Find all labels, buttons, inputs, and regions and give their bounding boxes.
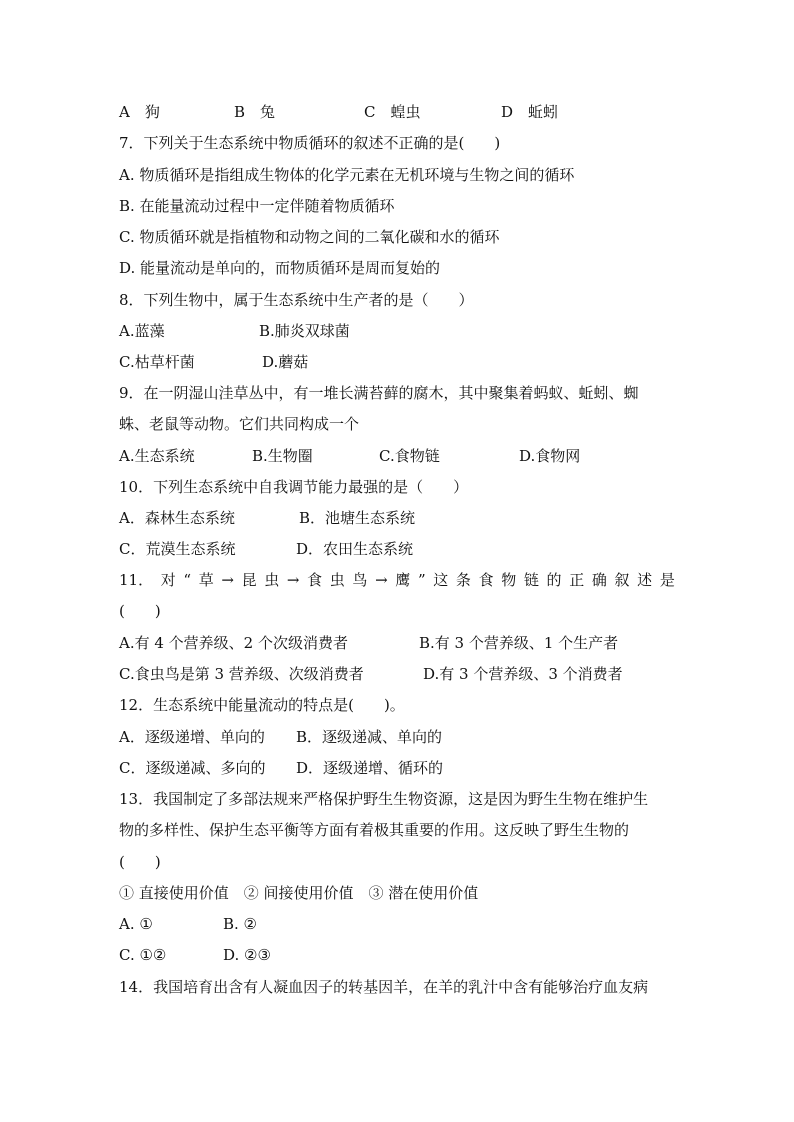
q11-stem-line2: ( ) xyxy=(119,602,161,620)
q8-stem: 8．下列生物中，属于生态系统中生产者的是（ ） xyxy=(119,291,474,309)
q11-stem-char: 正 xyxy=(569,571,585,589)
q11-stem-char: 11． xyxy=(119,571,154,589)
q9-option-c: C.食物链 xyxy=(379,447,440,465)
q11-stem-char: 物 xyxy=(501,571,517,589)
q11-option-d: D.有 3 个营养级、3 个消费者 xyxy=(423,665,623,683)
q13-stem-line3: ( ) xyxy=(119,853,161,871)
q10-option-d: D．农田生态系统 xyxy=(296,540,414,558)
q9-option-a: A.生态系统 xyxy=(119,447,195,465)
q11-stem-char: 是 xyxy=(659,571,675,589)
q13-stem-line1: 13．我国制定了多部法规来严格保护野生生物资源，这是因为野生生物在维护生 xyxy=(119,790,649,808)
q6-option-c: C 蝗虫 xyxy=(364,103,421,121)
q10-option-b: B．池塘生态系统 xyxy=(299,509,416,527)
q11-option-b: B.有 3 个营养级、1 个生产者 xyxy=(419,634,619,652)
q8-option-d: D.蘑菇 xyxy=(262,353,309,371)
q11-stem-char: 鹰 xyxy=(395,571,411,589)
q11-stem-line1 xyxy=(119,570,675,590)
q13-option-c: C. ①② xyxy=(119,946,167,964)
q11-stem-char: 虫 xyxy=(264,571,280,589)
q7-option-d: D. 能量流动是单向的，而物质循环是周而复始的 xyxy=(119,259,441,277)
q11-stem-char: 虫 xyxy=(329,571,345,589)
q11-stem-char: 条 xyxy=(455,571,471,589)
q13-option-a: A. ① xyxy=(119,915,153,933)
q11-stem-char: “ xyxy=(183,571,192,589)
q6-options xyxy=(119,102,675,122)
q10-options-row1 xyxy=(119,508,675,528)
q8-options-row2 xyxy=(119,352,675,372)
q8-option-c: C.枯草杆菌 xyxy=(119,353,195,371)
q6-option-b: B 兔 xyxy=(234,103,276,121)
q10-option-a: A．森林生态系统 xyxy=(119,509,235,527)
q11-stem-char: 述 xyxy=(637,571,653,589)
q8-option-b: B.肺炎双球菌 xyxy=(259,322,350,340)
q7-option-c: C. 物质循环就是指植物和动物之间的二氧化碳和水的循环 xyxy=(119,228,500,246)
q11-options-row1 xyxy=(119,633,675,653)
q7-stem: 7．下列关于生态系统中物质循环的叙述不正确的是( ) xyxy=(119,134,501,152)
q11-stem-char: 的 xyxy=(546,571,562,589)
q11-stem-char: 这 xyxy=(433,571,449,589)
q11-stem-char: 食 xyxy=(478,571,494,589)
q13-options-row1 xyxy=(119,914,675,934)
q10-stem: 10．下列生态系统中自我调节能力最强的是（ ） xyxy=(119,478,469,496)
q7-option-a: A. 物质循环是指组成生物体的化学元素在无机环境与生物之间的循环 xyxy=(119,166,575,184)
q9-option-b: B.生物圈 xyxy=(252,447,313,465)
q8-options-row1 xyxy=(119,321,675,341)
q11-stem-char: 食 xyxy=(307,571,323,589)
q12-option-c: C．逐级递减、多向的 xyxy=(119,759,266,777)
q11-stem-char: 对 xyxy=(160,571,176,589)
q11-stem-char: 确 xyxy=(591,571,607,589)
q11-stem-char: 叙 xyxy=(614,571,630,589)
q11-stem-char: 昆 xyxy=(241,571,257,589)
q7-option-b: B. 在能量流动过程中一定伴随着物质循环 xyxy=(119,197,395,215)
q14-stem-line1: 14．我国培育出含有人凝血因子的转基因羊，在羊的乳汁中含有能够治疗血友病 xyxy=(119,978,649,996)
q8-option-a: A.蓝藻 xyxy=(119,322,165,340)
q13-stem-line2: 物的多样性、保护生态平衡等方面有着极其重要的作用。这反映了野生生物的 xyxy=(119,821,630,839)
q11-stem-char: ” xyxy=(417,571,426,589)
q9-stem-line1: 9．在一阴湿山洼草丛中，有一堆长满苔藓的腐木，其中聚集着蚂蚁、蚯蚓、蜘 xyxy=(119,384,639,402)
q12-options-row1 xyxy=(119,727,675,747)
q12-option-d: D．逐级递增、循环的 xyxy=(296,759,444,777)
q11-option-c: C.食虫鸟是第 3 营养级、次级消费者 xyxy=(119,665,364,683)
q13-value-items: ① 直接使用价值 ② 间接使用价值 ③ 潜在使用价值 xyxy=(119,884,479,902)
q11-stem-char: 鸟 xyxy=(352,571,368,589)
q13-option-d: D. ②③ xyxy=(223,946,271,964)
q11-options-row2 xyxy=(119,664,675,684)
q12-option-a: A．逐级递增、单向的 xyxy=(119,728,265,746)
q11-stem-char: → xyxy=(375,571,388,589)
q9-option-d: D.食物网 xyxy=(519,447,581,465)
q13-options-row2 xyxy=(119,945,675,965)
q12-option-b: B．逐级递减、单向的 xyxy=(296,728,443,746)
q11-stem-char: 链 xyxy=(523,571,539,589)
q13-option-b: B. ② xyxy=(223,915,258,933)
q10-option-c: C．荒漠生态系统 xyxy=(119,540,236,558)
q11-stem-char: 草 xyxy=(198,571,214,589)
q10-options-row2 xyxy=(119,539,675,559)
q9-stem-line2: 蛛、老鼠等动物。它们共同构成一个 xyxy=(119,415,360,433)
q9-options xyxy=(119,446,675,466)
q6-option-d: D 蚯蚓 xyxy=(501,103,559,121)
q11-stem-char: → xyxy=(221,571,234,589)
q12-options-row2 xyxy=(119,758,675,778)
q6-option-a: A 狗 xyxy=(119,103,160,121)
q11-option-a: A.有 4 个营养级、2 个次级消费者 xyxy=(119,634,348,652)
q11-stem-char: → xyxy=(286,571,300,589)
q12-stem: 12．生态系统中能量流动的特点是( )。 xyxy=(119,696,405,714)
